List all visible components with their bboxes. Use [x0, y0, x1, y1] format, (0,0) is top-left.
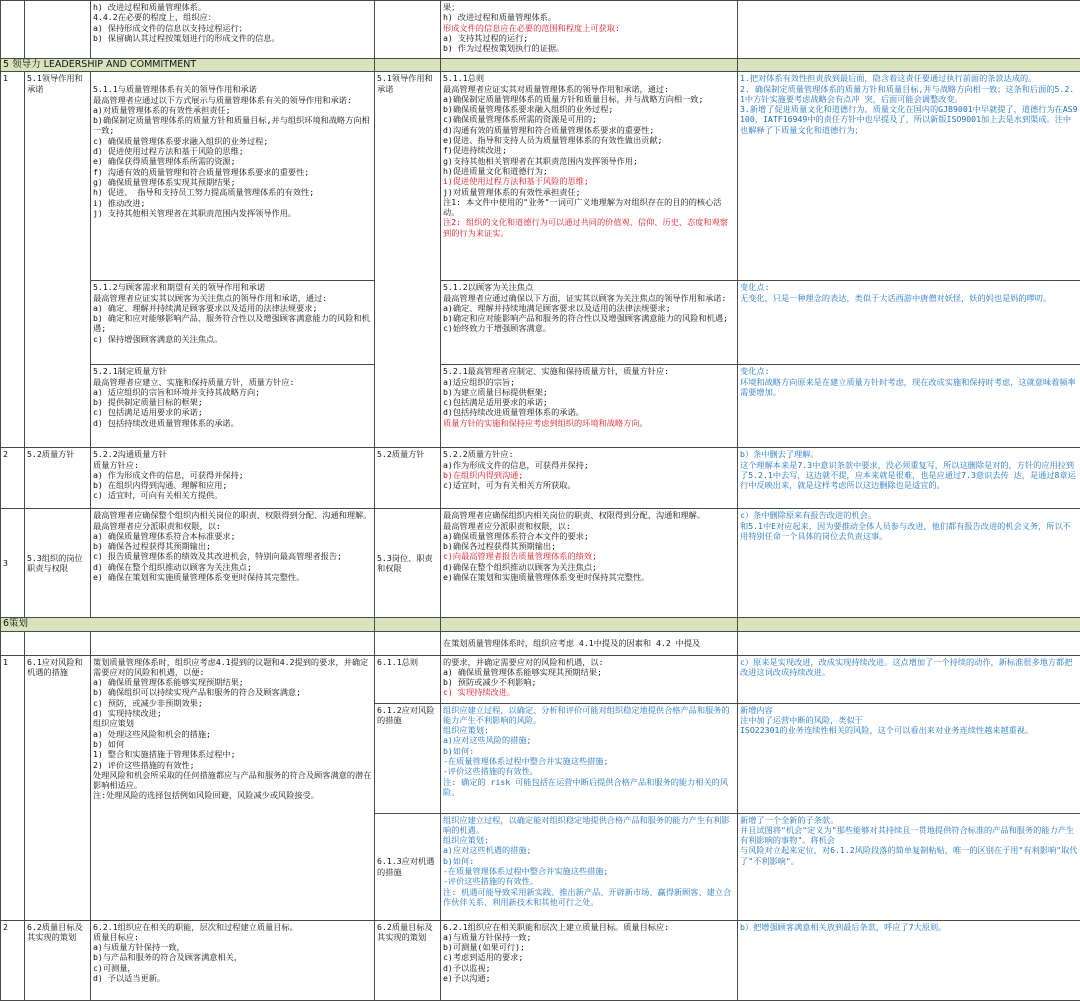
new-text-cell — [441, 1, 738, 59]
old-clause-cell: 6.2质量目标及其实现的策划 — [25, 920, 91, 1000]
new-clause-cell: 6.1.2应对风险的措施 — [375, 703, 441, 813]
old-clause-cell: 5.2质量方针 — [25, 448, 91, 509]
new-text-cell: 组织应建立过程，以确定、分析和评价可能对组织稳定地提供合格产品和服务的能力产生不利影响的风险。 组织应策划: a)应对这些风险的措施; b)如何: -在质量管理体系过程中整合并实施这些措施; -评价这些措施的有效性。 注: 确定的 risk 可能包括在运营中断后提供合格产品和服务的能力相关的风险。 — [441, 703, 738, 813]
comment-cell: 新增了一个全新的子条款。 并且试图将"机会"定义为"那些能够对其持续且一贯地提供符合标准的产品和服务的能力产生有利影响的事物"。将机会 与风险对立起来定位，对6.1.2风险段落的简单复制粘贴，唯一的区别在于用"有利影响"取代了"不利影响"。 — [738, 813, 1080, 920]
new-text-changed: c)向最高管理者报告质量管理体系的绩效; — [443, 551, 597, 561]
new-text-cell — [441, 365, 738, 448]
new-text-cell — [441, 655, 738, 703]
comment-cell: c）条中删除原来有报告改进的机会。 和5.1中E对应起来，因为要推动全体人员参与改进，他们都有报告改进的机会义务，所以不用特别任命一个具体的岗位去负责这事。 — [738, 509, 1080, 618]
new-text: 最高管理者应确保组织内相关岗位的职责、权限得到分配、沟通和理解。 最高管理者应分派职责和权限，以: a)确保质量管理体系符合本文件的要求; b)确保各过程获得其预期输出; — [443, 510, 705, 551]
new-text-changed: i)促进使用过程方法和基于风险的思维; — [443, 176, 589, 186]
table-row — [1, 655, 1080, 703]
old-text-cell: 策划质量管理体系时，组织应考虑4.1提到的议题和4.2提到的要求，并确定需要应对的风险和机遇，以便: a) 确保质量管理体系能够实现预期结果; b) 确保组织可以持续实现产品和服务的符合及顾客满意; c) 预防，或减少非预期效果; d) 实现持续改进; 组织应策划 a) 处理这些风险和机会的措施; b) 如何 1) 整合和实施措施于管理体系过程中; 2) 评价这些措施的有效性; 处理风险和机会所采取的任何措施都应与产品和服务的符合及顾客满意的潜在影响相适应。 注:处理风险的选择包括例如风险回避，风险减少或风险接受。 — [91, 655, 375, 920]
new-clause-cell: 5.3岗位、职责和权限 — [375, 509, 441, 618]
old-clause-cell: 5.1领导作用和承诺 — [25, 72, 91, 448]
new-text-changed: 形成文件的信息应在必要的范围和程度上可获取: — [443, 23, 620, 33]
old-clause-cell — [25, 1, 91, 59]
new-text-changed: c) 实现持续改进。 — [443, 687, 515, 697]
table-row — [1, 1, 1080, 59]
section-title: 5 领导力 LEADERSHIP AND COMMITMENT — [1, 59, 375, 72]
new-clause-cell: 5.1领导作用和承诺 — [375, 72, 441, 448]
comment-cell: 1.把对体系有效性担责放到最后面，隐含着这责任要通过执行前面的条款达成的。 2. 确保制定质量管理体系的质量方针和质量目标,并与战略方向相一致；这条和后面的5.2.1中方针实施要考虑战略会有点冲 突，后面可能会调整改变。 3.新增了促进质量文化和道德行为，质量文化在国内的GJB9001中早就提了，道德行为在AS9100，IATF16949中的责任方针中也早提及了，所以新版ISO9001加上去是水到渠成。注中也解释了下质量文化和道德行为； — [738, 72, 1080, 281]
row-number — [1, 1, 25, 59]
old-clause-cell: 6.1应对风险和机遇的措施 — [25, 655, 91, 920]
section-header-row — [1, 618, 1080, 631]
new-text-cell — [441, 509, 738, 618]
comment-cell: 新增内容 注中加了运营中断的风险，类似于 ISO22301的业务连续性相关的风险，这个可以看出来对业务连续性越来越重视。 — [738, 703, 1080, 813]
new-clause-cell: 5.2质量方针 — [375, 448, 441, 509]
new-text-cell: 5.1.2以顾客为关注焦点 最高管理者应通过确保以下方面，证实其以顾客为关注焦点的领导作用和承诺: a)确定、理解并持续地满足顾客要求以及适用的法律法规要求; b)确定和应对能影响产品和服务的符合性以及增强顾客满意能力的风险和机遇; c)始终致力于增强顾客满意。 — [441, 281, 738, 365]
table-row — [1, 920, 1080, 1000]
old-text-cell: 6.2.1组织应在相关的职能，层次和过程建立质量目标。 质量目标应: a)与质量方针保持一致， b)与产品和服务的符合及顾客满意相关， c)可测量， d) 予以适当更新。 — [91, 920, 375, 1000]
new-clause-cell: 6.1.3应对机遇的措施 — [375, 813, 441, 920]
comment-cell: c）原来是实现改进，改成实现持续改进。这点增加了一个持续的动作，新标准很多地方都把改进这词改成持续改进。 — [738, 655, 1080, 703]
row-number: 1 — [1, 72, 25, 448]
row-number: 3 — [1, 509, 25, 618]
old-text-cell: 最高管理者应确保整个组织内相关岗位的职责、权限得到分配、沟通和理解。 最高管理者应分派职责和权限，以: a) 确保质量管理体系符合本标准要求; b) 确保各过程获得其预期输出; c) 报告质量管理体系的绩效及其改进机会，特别向最高管理者报告; d) 确保在整个组织推动以顾客为关注焦点; e) 确保在策划和实施质量管理体系变更时保持其完整性。 — [91, 509, 375, 618]
new-clause-cell: 6.2质量目标及其实现的策划 — [375, 920, 441, 1000]
old-text-cell: h) 改进过程和质量管理体系。 4.4.2在必要的程度上，组织应： a) 保持形成文件的信息以支持过程运行； b) 保留确认其过程按策划进行的形成文件的信息。 — [91, 1, 375, 59]
section-title: 6策划 — [1, 618, 375, 631]
old-text-cell: 5.1.1与质量管理体系有关的领导作用和承诺 最高管理者应通过以下方式展示与质量管理体系有关的领导作用和承诺: a)对质量管理体系的有效性承担责任; b)确保制定质量管理体系的质量方针和质量目标,并与组织环境和战略方向相一致; c) 确保质量管理体系要求融入组织的业务过程; d) 促进使用过程方法和基于风险的思维; e) 确保获得质量管理体系所需的资源; f) 沟通有效的质量管理和符合质量管理体系要求的重要性; g) 确保质量管理体系实现其预期结果; h) 促进、 指导和支持员工努力提高质量管理体系的有效性; i) 推动改进; j) 支持其他相关管理者在其职责范围内发挥领导作用。 — [91, 72, 375, 281]
row-number: 1 — [1, 655, 25, 920]
old-text-cell: 5.2.1制定质量方针 最高管理者应建立、实施和保持质量方针，质量方针应: a) 适应组织的宗旨和环境并支持其战略方向; b) 提供制定质量目标的框架; c) 包括满足适用要求的承诺; d) 包括持续改进质量管理体系的承诺。 — [91, 365, 375, 448]
comment-cell: b）把增强顾客满意相关放到最后条款，呼应了7大原则。 — [738, 920, 1080, 1000]
new-text: 果； h) 改进过程和质量管理体系。 — [443, 2, 556, 22]
table-row — [1, 509, 1080, 618]
table-row — [1, 448, 1080, 509]
old-text-cell: 5.2.2沟通质量方针 质量方针应: a) 作为形成文件的信息，可获得并保持; b) 在组织内得到沟通、理解和应用; c) 适宜时，可向有关相关方提供。 — [91, 448, 375, 509]
new-text: 的要求，并确定需要应对的风险和机遇，以: a) 确保质量管理体系能够实现其预期结果; b) 预防或减少不利影响; — [443, 657, 604, 688]
new-text: d)确保在整个组织推动以顾客为关注焦点; e)确保在策划和实施质量管理体系变更时保持其完整性。 — [443, 562, 649, 582]
new-clause-cell — [375, 1, 441, 59]
new-text: c)适宜时，可为有关相关方所获取。 — [443, 480, 576, 490]
new-text-cell — [441, 448, 738, 509]
table-row — [1, 365, 1080, 448]
new-clause-cell: 6.1.1总则 — [375, 655, 441, 703]
new-text-changed: b)在组织内得到沟通; — [443, 470, 523, 480]
comment-cell — [738, 1, 1080, 59]
old-clause-cell: 5.3组织的岗位职责与权限 — [25, 509, 91, 618]
new-text: 5.2.2质量方针应: a)作为形成文件的信息，可获得并保持; — [443, 449, 589, 469]
table-row — [1, 281, 1080, 365]
comment-cell: b）条中删去了理解。 这个理解本来是7.3中意识条款中要求，没必须重复写，所以这删除是对的，方针的应用拉到了5.2.1中去写，这边就不提，应本来就是很难，也是应通过7.3意识去传 达，是通过8章运行中反映出来，就是这样考虑所以这边删除也是适宜的。 — [738, 448, 1080, 509]
new-text: 5.1.1总则 最高管理者应证实其对质量管理体系的领导作用和承诺，通过: a)确保制定质量管理体系的质量方针和质量目标，并与战略方向相一致; b)确保质量管理体系要求融入组织的业务过程; c)确保质量管理体系所需的资源是可用的; d)沟通有效的质量管理和符合质量管理体系要求的重要性; e)促进、指导和支持人员为质量管理体系的有效性做出贡献; f)促进持续改进; g)支持其他相关管理者在其职责范围内发挥领导作用; h)促进质量文化和道德行为; — [443, 73, 703, 176]
new-text: j)对质量管理体系的有效性承担责任; 注1: 本文件中使用的"业务"一词可广义地理解为对组织存在的目的的核心活动。 — [443, 187, 721, 218]
new-text-cell — [441, 72, 738, 281]
new-text-changed: 注2: 组织的文化和道德行为可以通过共同的价值观、信仰、历史、态度和观察到的行为来证实。 — [443, 217, 728, 237]
comment-cell: 变化点: 无变化，只是一种理念的表达，类似于大话西游中唐僧对妖怪，妖的妈也是妈的啰叨。 — [738, 281, 1080, 365]
new-text: 5.2.1最高管理者应制定、实施和保持质量方针，质量方针应: a)适应组织的宗旨; b)为建立质量目标提供框架; c)包括满足适用要求的承诺; d)包括持续改进质量管理体系的承诺。 — [443, 366, 669, 417]
row-number: 2 — [1, 920, 25, 1000]
table-row — [1, 631, 1080, 655]
new-text-cell: 6.2.1组织应在相关职能和层次上建立质量目标。质量目标应: a)与质量方针保持一致; b)可测量(如果可行); c)考虑到适用的要求; d)予以监视; e)予以沟通; — [441, 920, 738, 1000]
row-number: 2 — [1, 448, 25, 509]
section-header-row — [1, 59, 1080, 72]
table-row — [1, 72, 1080, 281]
comment-cell: 变化点: 环境和战略方向原来是在建立质量方针时考虑，现在改成实施和保持时考虑，这就意味着频率需要增加。 — [738, 365, 1080, 448]
new-text-changed: 质量方针的实施和保持应考虑到组织的环境和战略方向。 — [443, 418, 648, 428]
new-text-cell: 在策划质量管理体系时，组织应考虑 4.1中提及的因素和 4.2 中提及 — [441, 631, 738, 655]
new-text: a) 支持其过程的运行; b) 作为过程按策划执行的证据。 — [443, 33, 564, 53]
old-text-cell: 5.1.2与顾客需求和期望有关的领导作用和承诺 最高管理者应证实其以顾客为关注焦点的领导作用和承诺，通过: a) 确定、理解并持续满足顾客要求以及适用的法律法规要求; b) 确定和应对能够影响产品、服务符合性以及增强顾客满意能力的风险和机遇; c) 保持增强顾客满意的关注焦点。 — [91, 281, 375, 365]
new-text-cell: 组织应建立过程，以确定能对组织稳定地提供合格产品和服务的能力产生有利影响的机遇。 组织应策划: a)应对这些机遇的措施; b)如何: -在质量管理体系过程中整合并实施这些措施; -评价这些措施的有效性。 注: 机遇可能导致采用新实践、推出新产品、开辟新市场、赢得新顾客、建立合作伙伴关系、利用新技术和其他可行之处。 — [441, 813, 738, 920]
